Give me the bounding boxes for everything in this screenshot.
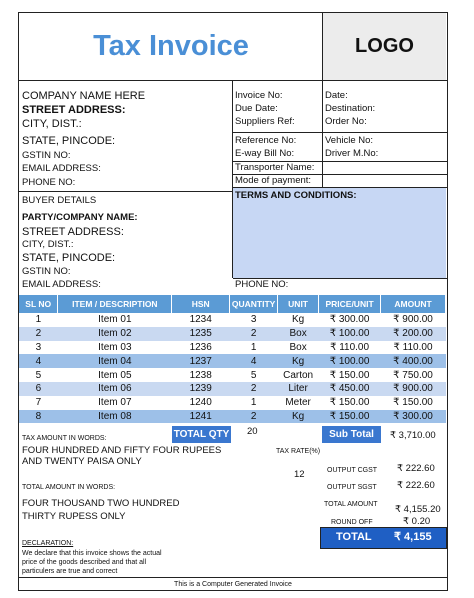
total-amount-label: TOTAL AMOUNT	[324, 501, 378, 508]
cell-amount: ₹ 900.00	[381, 313, 446, 327]
company-name: COMPANY NAME HERE	[22, 90, 146, 102]
cell-quantity: 2	[230, 410, 278, 424]
cell-hsn: 1234	[172, 313, 230, 327]
total-words-line1: FOUR THOUSAND TWO HUNDRED	[22, 498, 180, 509]
invoice-title: Tax Invoice	[93, 29, 249, 62]
cell-hsn: 1240	[172, 396, 230, 410]
eway-bill-label: E-way Bill No:	[235, 148, 295, 159]
cell-quantity: 4	[230, 354, 278, 368]
cell-quantity: 1	[230, 341, 278, 355]
cell-unit: Carton	[278, 368, 319, 382]
tax-words-line1: FOUR HUNDRED AND FIFTY FOUR RUPEES	[22, 445, 222, 456]
cell-price: ₹ 150.00	[319, 410, 381, 424]
buyer-email: EMAIL ADDRESS:	[22, 279, 101, 290]
grand-total-label: TOTAL	[336, 531, 372, 543]
cell-sl-no: 8	[19, 410, 58, 424]
cell-quantity: 2	[230, 327, 278, 341]
cell-unit: Kg	[278, 313, 319, 327]
cell-sl-no: 2	[19, 327, 58, 341]
destination-label: Destination:	[325, 103, 376, 114]
table-row	[19, 313, 446, 327]
subtotal-label: Sub Total	[322, 426, 381, 443]
cell-item-desc: Item 03	[58, 341, 172, 355]
cell-amount: ₹ 150.00	[381, 396, 446, 410]
company-email: EMAIL ADDRESS:	[22, 163, 101, 174]
table-header-row	[19, 295, 446, 313]
invoice-no-label: Invoice No:	[235, 90, 283, 101]
cell-hsn: 1238	[172, 368, 230, 382]
cell-amount: ₹ 900.00	[381, 382, 446, 396]
cell-hsn: 1235	[172, 327, 230, 341]
cell-sl-no: 1	[19, 313, 58, 327]
table-row	[19, 410, 446, 424]
cell-hsn: 1237	[172, 354, 230, 368]
order-no-label: Order No:	[325, 116, 367, 127]
declaration-line2: price of the goods described and that all	[22, 559, 147, 566]
items-table	[19, 295, 446, 423]
cell-item-desc: Item 04	[58, 354, 172, 368]
table-row	[19, 354, 446, 368]
due-date-label: Due Date:	[235, 103, 278, 114]
cell-item-desc: Item 07	[58, 396, 172, 410]
cell-item-desc: Item 01	[58, 313, 172, 327]
total-words-line2: THIRTY RUPESS ONLY	[22, 511, 126, 522]
cell-item-desc: Item 06	[58, 382, 172, 396]
cell-sl-no: 3	[19, 341, 58, 355]
terms-box	[233, 188, 446, 278]
grand-total-value: ₹ 4,155	[394, 531, 432, 543]
cgst-value: ₹ 222.60	[397, 463, 435, 474]
tax-words-line2: AND TWENTY PAISA ONLY	[22, 456, 142, 467]
tax-rate-value: 12	[294, 469, 305, 480]
cell-hsn: 1239	[172, 382, 230, 396]
total-words-label: TOTAL AMOUNT IN WORDS:	[22, 484, 116, 491]
cell-quantity: 1	[230, 396, 278, 410]
cell-price: ₹ 150.00	[319, 368, 381, 382]
round-off-value: ₹ 0.20	[403, 516, 431, 527]
payment-mode-label: Mode of payment:	[235, 175, 312, 186]
cell-amount: ₹ 400.00	[381, 354, 446, 368]
subtotal-value: ₹ 3,710.00	[390, 430, 436, 441]
cgst-label: OUTPUT CGST	[327, 467, 378, 474]
cell-sl-no: 6	[19, 382, 58, 396]
cell-amount: ₹ 750.00	[381, 368, 446, 382]
total-qty-label: TOTAL QTY	[172, 426, 231, 443]
table-row	[19, 396, 446, 410]
col-quantity: QUANTITY	[230, 295, 278, 313]
total-amount-value: ₹ 4,155.20	[395, 504, 441, 515]
cell-hsn: 1236	[172, 341, 230, 355]
company-gstin: GSTIN NO:	[22, 150, 71, 161]
terms-label: TERMS AND CONDITIONS:	[235, 190, 357, 201]
buyer-phone: PHONE NO:	[235, 279, 289, 290]
cell-quantity: 3	[230, 313, 278, 327]
table-row	[19, 341, 446, 355]
tax-words-label: TAX AMOUNT IN WORDS:	[22, 435, 107, 442]
col-hsn: HSN	[172, 295, 230, 313]
cell-sl-no: 7	[19, 396, 58, 410]
company-phone: PHONE NO:	[22, 177, 76, 188]
table-row	[19, 382, 446, 396]
buyer-heading: BUYER DETAILS	[22, 195, 97, 206]
cell-unit: Box	[278, 341, 319, 355]
company-street: STREET ADDRESS:	[22, 104, 126, 116]
total-qty-value: 20	[247, 426, 258, 437]
cell-amount: ₹ 110.00	[381, 341, 446, 355]
declaration-line3: particulers are true and correct	[22, 568, 118, 575]
footer-note: This is a Computer Generated Invoice	[174, 581, 292, 588]
cell-unit: Box	[278, 327, 319, 341]
declaration-label: DECLARATION:	[22, 540, 74, 547]
col-amount: AMOUNT	[381, 295, 446, 313]
buyer-street: STREET ADDRESS:	[22, 226, 124, 238]
buyer-party: PARTY/COMPANY NAME:	[22, 212, 138, 223]
cell-unit: Kg	[278, 354, 319, 368]
buyer-state: STATE, PINCODE:	[22, 252, 116, 264]
cell-item-desc: Item 08	[58, 410, 172, 424]
cell-quantity: 5	[230, 368, 278, 382]
buyer-city: CITY, DIST.:	[22, 239, 74, 250]
sgst-label: OUTPUT SGST	[327, 484, 377, 491]
table-row	[19, 368, 446, 382]
reference-no-label: Reference No:	[235, 135, 297, 146]
cell-hsn: 1241	[172, 410, 230, 424]
cell-amount: ₹ 200.00	[381, 327, 446, 341]
cell-price: ₹ 450.00	[319, 382, 381, 396]
cell-price: ₹ 110.00	[319, 341, 381, 355]
col-unit: UNIT	[278, 295, 319, 313]
cell-item-desc: Item 02	[58, 327, 172, 341]
company-state: STATE, PINCODE:	[22, 135, 116, 147]
company-city: CITY, DIST.:	[22, 118, 82, 130]
cell-price: ₹ 100.00	[319, 327, 381, 341]
cell-price: ₹ 300.00	[319, 313, 381, 327]
date-label: Date:	[325, 90, 348, 101]
cell-price: ₹ 100.00	[319, 354, 381, 368]
driver-no-label: Driver M.No:	[325, 148, 379, 159]
cell-item-desc: Item 05	[58, 368, 172, 382]
vehicle-no-label: Vehicle No:	[325, 135, 374, 146]
table-row	[19, 327, 446, 341]
logo-placeholder: LOGO	[323, 13, 446, 80]
suppliers-ref-label: Suppliers Ref:	[235, 116, 295, 127]
cell-unit: Kg	[278, 410, 319, 424]
tax-rate-label: TAX RATE(%)	[276, 448, 321, 455]
cell-price: ₹ 150.00	[319, 396, 381, 410]
col-price: PRICE/UNIT	[319, 295, 381, 313]
cell-quantity: 2	[230, 382, 278, 396]
declaration-line1: We declare that this invoice shows the actual	[22, 550, 162, 557]
cell-sl-no: 5	[19, 368, 58, 382]
cell-amount: ₹ 300.00	[381, 410, 446, 424]
round-off-label: ROUND OFF	[331, 519, 373, 526]
buyer-gstin: GSTIN NO:	[22, 266, 71, 277]
cell-unit: Liter	[278, 382, 319, 396]
cell-sl-no: 4	[19, 354, 58, 368]
col-item: ITEM / DESCRIPTION	[58, 295, 172, 313]
col-sl-no: SL NO	[19, 295, 58, 313]
cell-unit: Meter	[278, 396, 319, 410]
sgst-value: ₹ 222.60	[397, 480, 435, 491]
transporter-label: Transporter Name:	[235, 162, 315, 173]
